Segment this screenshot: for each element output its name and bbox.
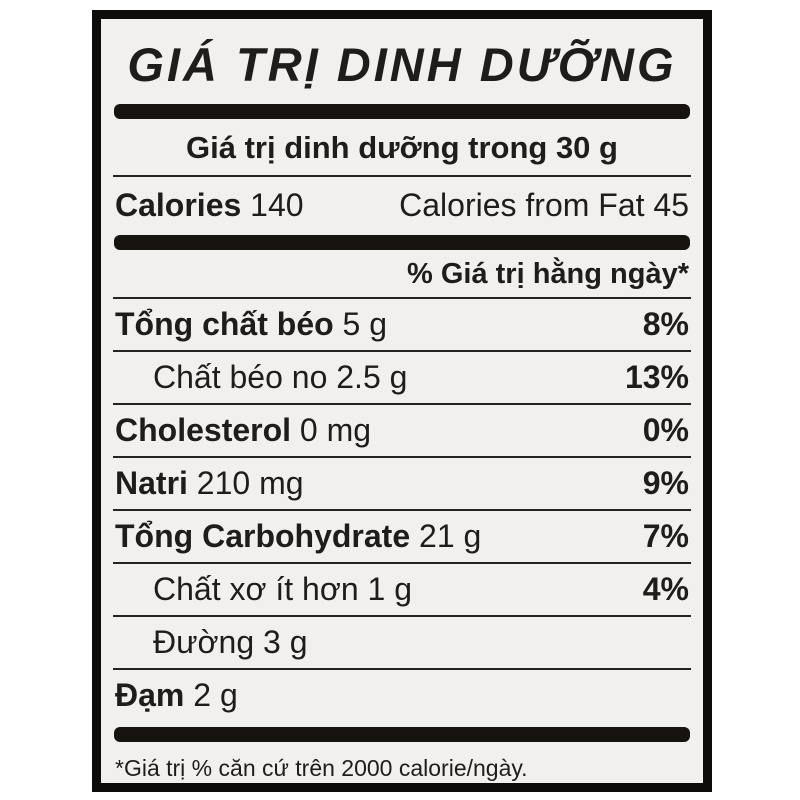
nutrient-amount: 2.5 g: [336, 359, 408, 395]
nutrient-percent: 8%: [642, 306, 689, 342]
nutrient-row-sugars: [113, 615, 691, 668]
nutrient-name-amount: [115, 306, 387, 343]
nutrient-name-amount: [115, 677, 238, 714]
calories-value: 140: [250, 186, 304, 223]
nutrient-name-amount: [115, 412, 371, 449]
nutrient-row-cholesterol: [113, 403, 691, 456]
nutrient-amount: 210 mg: [196, 465, 304, 501]
nutrient-name: Natri: [115, 465, 188, 501]
divider-bar-bottom: [114, 727, 690, 742]
label-title: GIÁ TRỊ DINH DƯỠNG: [127, 38, 677, 91]
nutrient-name: Tổng Carbohydrate: [115, 518, 411, 554]
nutrient-name-amount: [115, 465, 304, 502]
nutrient-name: Chất béo no: [153, 359, 328, 395]
nutrient-row-sodium: [113, 456, 691, 509]
nutrient-name: Tổng chất béo: [115, 306, 334, 342]
nutrient-percent: 0%: [642, 412, 689, 448]
nutrient-percent: 7%: [642, 518, 689, 554]
nutrient-name: Đạm: [115, 677, 185, 713]
nutrient-row-total-fat: [113, 299, 691, 350]
bottom-spacer: [113, 782, 691, 783]
nutrient-name-amount: [153, 359, 407, 396]
nutrient-row-total-carbohydrate: [113, 509, 691, 562]
nutrient-name-amount: [153, 571, 412, 608]
nutrient-amount: 2 g: [193, 677, 238, 713]
serving-size-row: [113, 121, 691, 177]
nutrient-amount: 5 g: [342, 306, 388, 342]
nutrient-amount: 0 mg: [299, 412, 372, 448]
serving-size-text: Giá trị dinh dưỡng trong 30 g: [186, 130, 618, 165]
nutrient-amount: 3 g: [263, 624, 308, 660]
divider-bar-top: [114, 104, 690, 119]
nutrient-name: Chất xơ ít hơn: [153, 571, 359, 607]
daily-value-header: % Giá trị hằng ngày*: [113, 252, 691, 299]
nutrient-name: Cholesterol: [115, 412, 292, 448]
nutrient-name-amount: [115, 518, 481, 555]
nutrient-percent: 4%: [642, 571, 689, 607]
calories-from-fat: Calories from Fat 45: [399, 186, 689, 223]
nutrient-name: Đường: [153, 624, 255, 660]
nutrition-label: [92, 10, 712, 792]
calories-label: Calories: [115, 186, 242, 223]
nutrient-row-fiber: [113, 562, 691, 615]
nutrient-percent: 9%: [642, 465, 689, 501]
nutrient-name-amount: [153, 624, 307, 661]
calories-row: [113, 177, 691, 233]
nutrient-amount: 1 g: [367, 571, 412, 607]
nutrient-amount: 21 g: [419, 518, 482, 554]
nutrient-row-saturated-fat: [113, 350, 691, 403]
daily-value-footnote: *Giá trị % căn cứ trên 2000 calorie/ngày.: [115, 755, 528, 781]
divider-bar-middle: [114, 235, 690, 250]
calories-value-group: [115, 187, 304, 224]
nutrient-row-protein: [113, 668, 691, 721]
nutrient-percent: 13%: [624, 359, 689, 395]
